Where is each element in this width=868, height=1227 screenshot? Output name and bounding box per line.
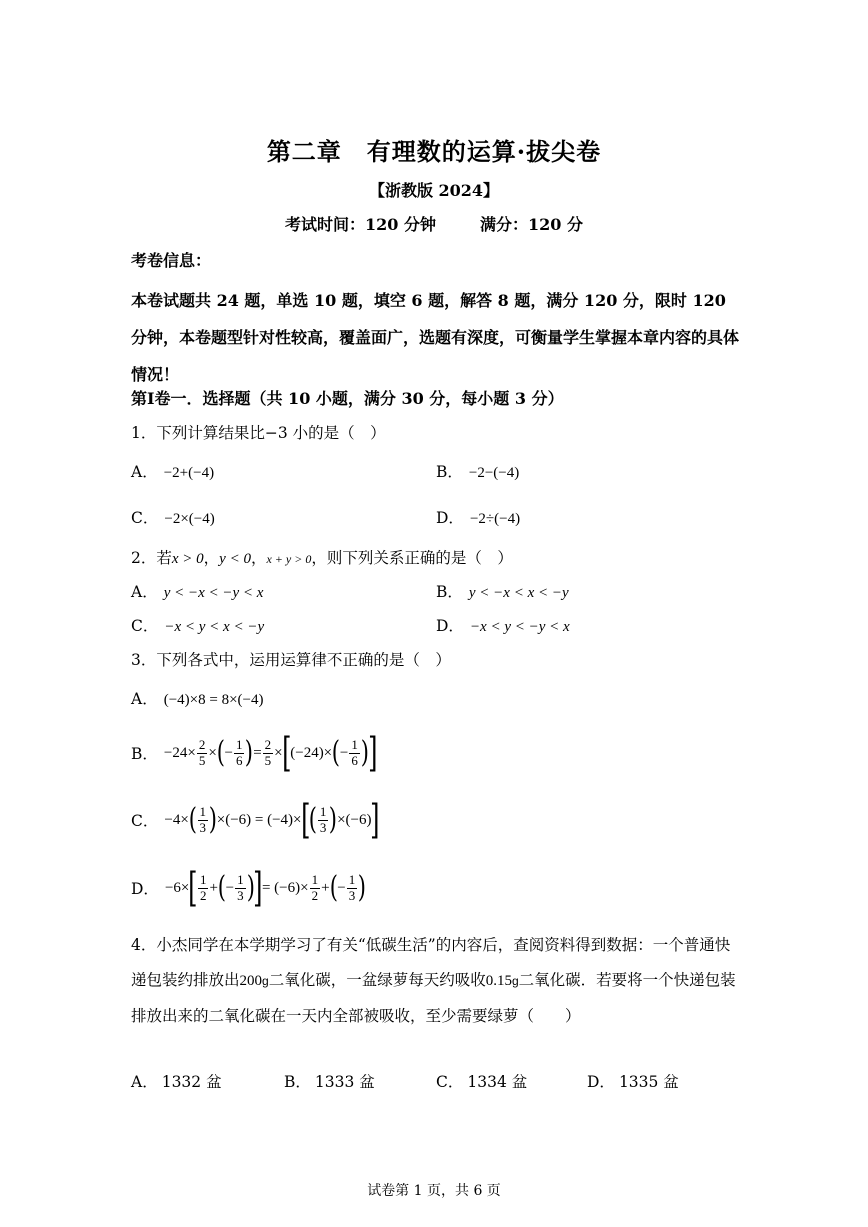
- page-footer: 试卷第 1 页，共 6 页: [367, 1183, 501, 1199]
- question-4-stem: 4．小杰同学在本学期学习了有关“低碳生活”的内容后，查阅资料得到数据：一个普通快递包装约排放出200g二氧化碳，一盆绿萝每天约吸收0.15g二氧化碳．若要将一个快递包装排放出来的二氧化碳在一天内全部被吸收，至少需要绿萝（ ）: [131, 936, 736, 1025]
- q1-option-b: B． −2−(−4): [436, 463, 520, 481]
- info-body: 本卷试题共 24 题，单选 10 题，填空 6 题，解答 8 题，满分 120 分，限时 120 分钟，本卷题型针对性较高，覆盖面广，选题有深度，可衡量学生掌握本章内容的具体情况！: [131, 291, 740, 384]
- info-heading: 考卷信息：: [131, 251, 212, 270]
- q4-option-b: B． 1333 盆: [284, 1073, 375, 1091]
- q3-option-a: A． (−4)×8 = 8×(−4): [131, 690, 264, 708]
- q4-option-c: C． 1334 盆: [436, 1073, 528, 1091]
- q2-option-c: C． −x < y < x < −y: [131, 617, 265, 635]
- q2-option-a: A． y < −x < −y < x: [131, 583, 264, 601]
- q2-option-d: D． −x < y < −y < x: [436, 617, 570, 635]
- full-score: 满分：120 分: [480, 215, 583, 234]
- question-3-stem: 3．下列各式中，运用运算律不正确的是（ ）: [131, 651, 451, 669]
- q1-option-d: D． −2÷(−4): [436, 509, 521, 527]
- question-1-stem: 1．下列计算结果比−3 小的是（ ）: [131, 424, 386, 442]
- q4-option-a: A． 1332 盆: [131, 1073, 222, 1091]
- q2-option-b: B． y < −x < x < −y: [436, 583, 569, 601]
- q3-option-c: C． −4× ( $\frac{1}{3}$ ) ×(−6) = (−4)× [ ( $\frac{1}{3}$ ) ×(−6) ]: [131, 797, 380, 843]
- q4-option-d: D． 1335 盆: [587, 1073, 679, 1091]
- exam-time: 考试时间：120 分钟: [285, 215, 436, 234]
- page-title: 第二章 有理数的运算·拔尖卷: [266, 137, 602, 166]
- edition-label: 【浙教版 2024】: [368, 181, 500, 200]
- q3-option-d: D． −6× [ $\frac{1}{2}$ + ( − $\frac{1}{3}$ ) ] = (−6)× $\frac{1}{2}$ + ( − $\frac{1}{3}$ ): [131, 865, 367, 911]
- q1-option-c: C． −2×(−4): [131, 509, 215, 527]
- exam-meta: [0, 212, 868, 235]
- q1-option-a: A． −2+(−4): [131, 463, 215, 481]
- section-heading: 第Ⅰ卷一．选择题（共 10 小题，满分 30 分，每小题 3 分）: [131, 389, 564, 408]
- q3-option-b: B． −24× $\frac{2}{5}$ × ( − $\frac{1}{6}$ ) = $\frac{2}{5}$ × [ (−24)× ( − $\frac{1}{6}$ ) ]: [131, 730, 378, 776]
- question-2-stem: 2．若x > 0，y < 0，x + y > 0，则下列关系正确的是（ ）: [131, 549, 513, 567]
